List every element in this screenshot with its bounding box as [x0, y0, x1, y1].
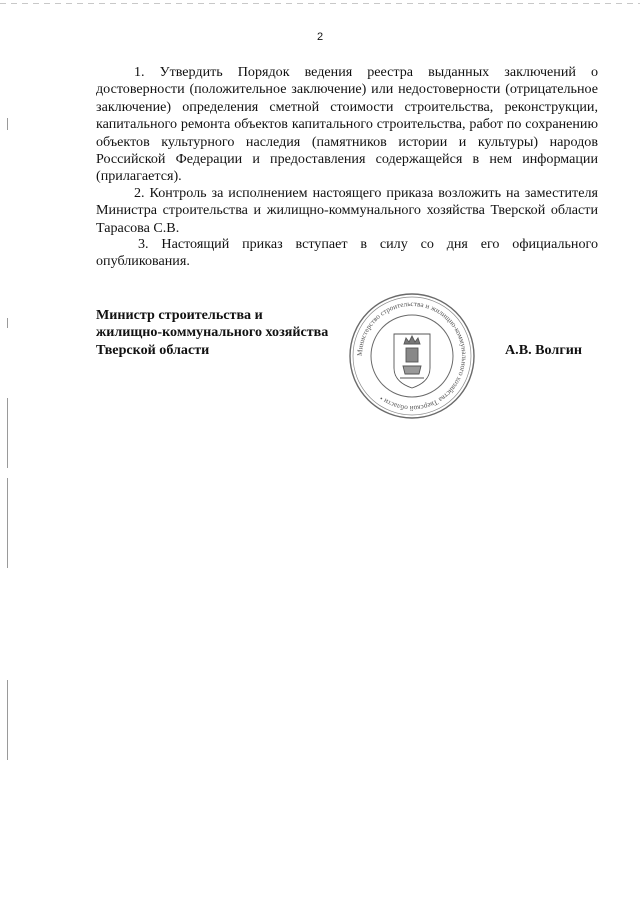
paragraph-3: 3. Настоящий приказ вступает в силу со дня его официального опубликования. — [96, 236, 598, 270]
scan-margin-mark — [7, 680, 8, 760]
signer-position-line: жилищно-коммунального хозяйства — [96, 324, 329, 341]
signer-position-line: Министр строительства и — [96, 307, 263, 323]
scan-margin-mark — [7, 478, 8, 568]
scan-top-edge — [0, 3, 640, 4]
scan-margin-mark — [7, 398, 8, 468]
seal-ring-text: Министерство строительства и жилищно-коммунального хозяйства Тверской области • — [355, 299, 469, 413]
signer-name: А.В. Волгин — [505, 342, 582, 358]
paragraph-2: 2. Контроль за исполнением настоящего приказа возложить на заместителя Министра строительства и жилищно-коммунального хозяйства Тверской области Тарасова С.В. — [96, 185, 598, 236]
coat-of-arms-icon — [394, 334, 430, 388]
scan-margin-mark — [7, 118, 8, 130]
paragraph-1: 1. Утвердить Порядок ведения реестра выданных заключений о достоверности (положительное заключение) или недостоверности (отрицательное заключение) определения сметной стоимости строительства, реконструкции, капитального ремонта объектов капитального строительства, работ по сохранению объектов культурного наследия (памятников истории и культуры) народов Российской Федерации и предоставления содержащейся в нем информации (прилагается). — [96, 64, 598, 185]
page-number: 2 — [316, 31, 324, 43]
official-seal — [348, 292, 476, 420]
signer-position — [96, 307, 328, 359]
signer-position-line: Тверской области — [96, 341, 210, 358]
scan-margin-mark — [7, 318, 8, 328]
